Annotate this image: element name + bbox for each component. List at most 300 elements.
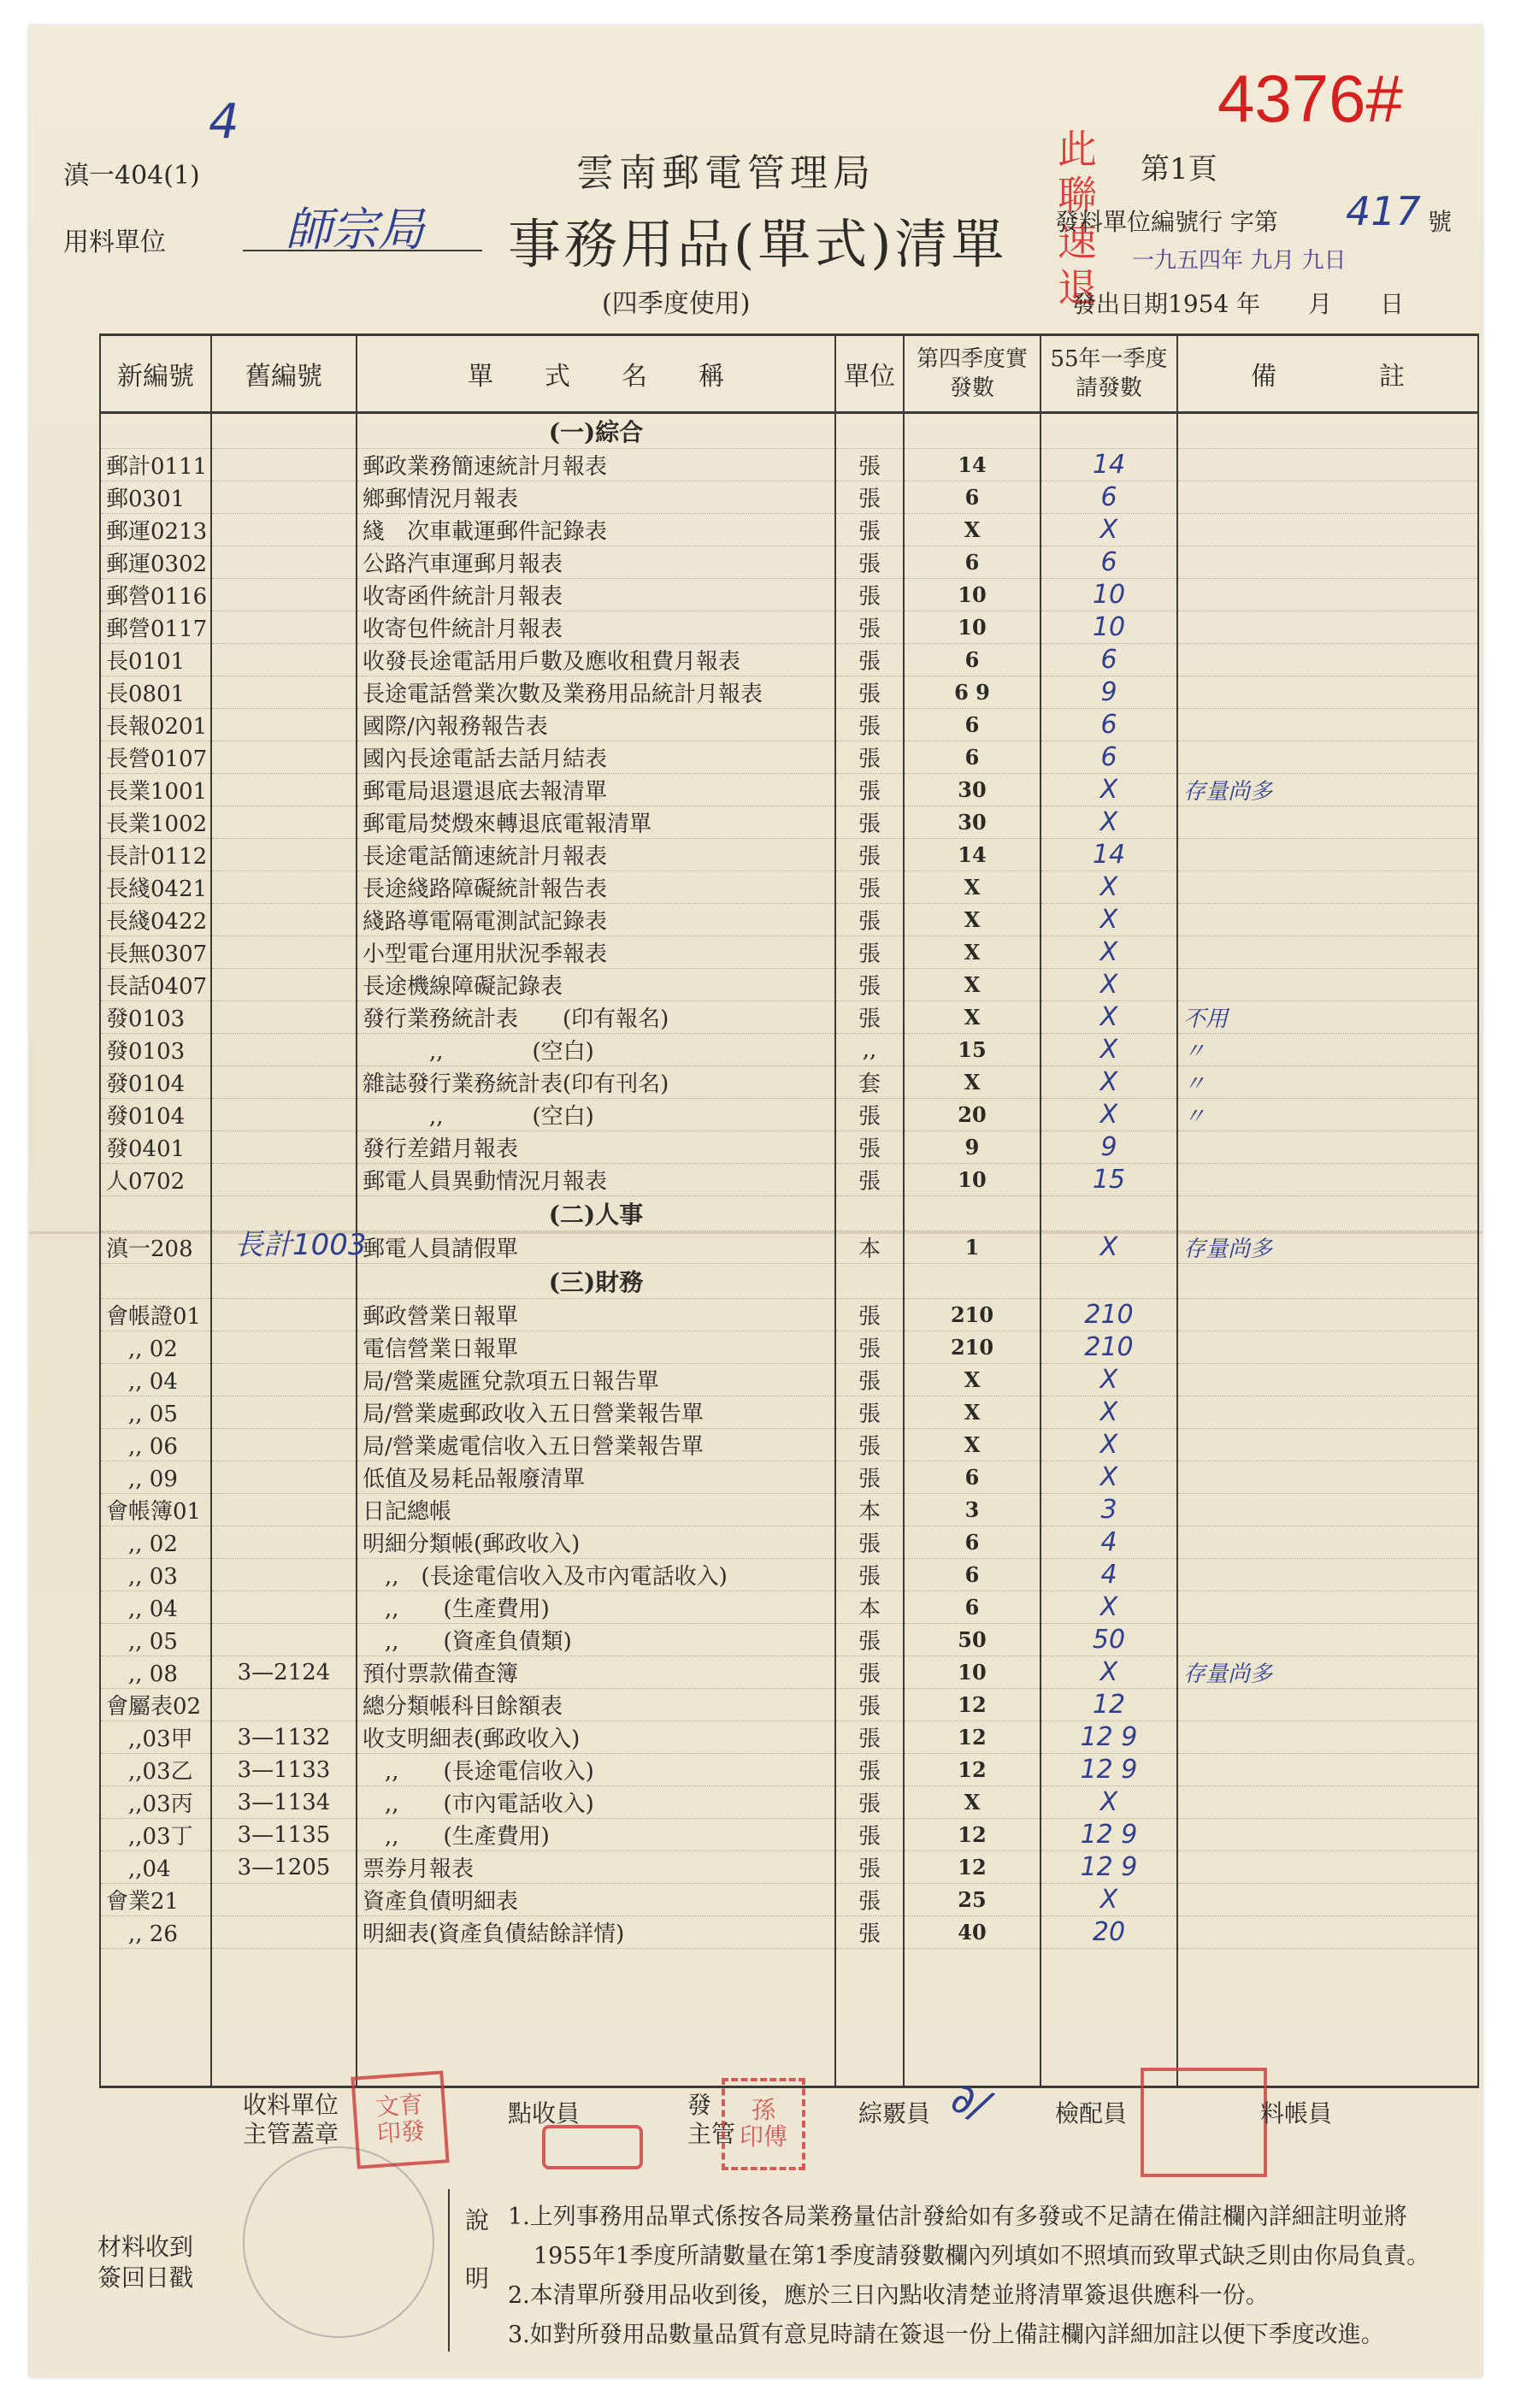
remark-cell — [1177, 676, 1478, 709]
q4-cell: 1 — [904, 1231, 1040, 1264]
table-row — [100, 449, 1478, 481]
q4-cell: 6 — [904, 644, 1040, 676]
request-cell: X — [1040, 1786, 1177, 1819]
col-remarks: 備 註 — [1177, 335, 1478, 413]
new-code-cell: ,, 04 — [100, 1591, 211, 1624]
issuer-label: 發 主管 — [687, 2091, 736, 2148]
form-code: 滇一404(1) — [63, 161, 200, 191]
table-row — [100, 1364, 1478, 1396]
q4-cell: 12 — [904, 1819, 1040, 1851]
form-name-cell: ,, (空白) — [357, 1034, 835, 1066]
unit-cell: 張 — [835, 1559, 904, 1591]
form-name-cell: ,, (生產費用) — [357, 1591, 835, 1624]
note-line: 1955年1季度所請數量在第1季度請發數欄內列填如不照填而致單式缺乏則由你局負責。 — [533, 2243, 1430, 2269]
old-code-cell — [211, 579, 357, 611]
document-subtitle: (四季度使用) — [602, 289, 751, 319]
new-code-cell: ,, 05 — [100, 1396, 211, 1429]
q4-cell — [904, 1264, 1040, 1299]
form-name-cell: 收寄包件統計月報表 — [357, 611, 835, 644]
table-row — [100, 969, 1478, 1001]
old-code-cell: 3—1132 — [211, 1721, 357, 1754]
table-row — [100, 1721, 1478, 1754]
form-name-cell: 收寄函件統計月報表 — [357, 579, 835, 611]
form-name-cell: 收支明細表(郵政收入) — [357, 1721, 835, 1754]
unit-cell: 張 — [835, 1331, 904, 1364]
request-cell: X — [1040, 1656, 1177, 1689]
notes-label: 說 明 — [465, 2206, 490, 2293]
table-row — [100, 1066, 1478, 1099]
col-q1-requested: 55年一季度請發數 — [1040, 335, 1177, 413]
unit-cell: 張 — [835, 1131, 904, 1164]
note-line: 1.上列事務用品單式係按各局業務量估計發給如有多發或不足請在備註欄內詳細註明並將 — [508, 2204, 1407, 2230]
request-cell: 10 — [1040, 579, 1177, 611]
page-number: 第1頁 — [1141, 152, 1217, 186]
remark-cell: 不用 — [1177, 1001, 1478, 1034]
q4-cell: 10 — [904, 1656, 1040, 1689]
handwritten-code-note: 長計1003 — [234, 1228, 367, 1262]
q4-cell: 210 — [904, 1299, 1040, 1331]
remark-cell — [1177, 871, 1478, 904]
unit-cell — [835, 1264, 904, 1299]
old-code-cell — [211, 969, 357, 1001]
form-name-cell: 郵電人員異動情況月報表 — [357, 1164, 835, 1196]
form-name-cell: 郵電人員請假單 — [357, 1231, 835, 1264]
table-row — [100, 741, 1478, 774]
old-code-cell — [211, 676, 357, 709]
unit-cell: 張 — [835, 806, 904, 839]
receipt-oval-stamp — [542, 2125, 643, 2169]
request-cell: 12 9 — [1040, 1754, 1177, 1786]
form-name-cell: ,, (市內電話收入) — [357, 1786, 835, 1819]
remark-cell — [1177, 1331, 1478, 1364]
form-name-cell: 發行業務統計表 (印有報名) — [357, 1001, 835, 1034]
unit-cell: 本 — [835, 1591, 904, 1624]
request-cell: 6 — [1040, 481, 1177, 514]
issue-date-label: 發出日期1954 年 月 日 — [1072, 290, 1405, 318]
q4-cell: 6 — [904, 1461, 1040, 1494]
q4-cell: X — [904, 514, 1040, 546]
q4-cell: 20 — [904, 1099, 1040, 1131]
old-code-cell — [211, 1099, 357, 1131]
unit-cell: 張 — [835, 969, 904, 1001]
new-code-cell: 會帳簿01 — [100, 1494, 211, 1526]
request-cell: 6 — [1040, 709, 1177, 741]
handwritten-form-mark: 4 — [209, 94, 239, 150]
new-code-cell: ,, 05 — [100, 1624, 211, 1656]
request-cell: X — [1040, 774, 1177, 806]
form-name-cell: 低值及易耗品報廢清單 — [357, 1461, 835, 1494]
old-code-cell — [211, 774, 357, 806]
old-code-cell — [211, 449, 357, 481]
request-cell: 210 — [1040, 1331, 1177, 1364]
form-name-cell: ,, (生產費用) — [357, 1819, 835, 1851]
remark-cell — [1177, 806, 1478, 839]
old-code-cell: 3—1134 — [211, 1786, 357, 1819]
request-cell: 20 — [1040, 1916, 1177, 1949]
table-row — [100, 1331, 1478, 1364]
old-code-cell — [211, 1331, 357, 1364]
supplies-table — [99, 333, 1479, 2088]
table-row — [100, 676, 1478, 709]
issuer-number-label: 發料單位編號行 字第 — [1055, 208, 1278, 236]
form-name-cell: 局/營業處郵政收入五日營業報告單 — [357, 1396, 835, 1429]
remark-cell — [1177, 1819, 1478, 1851]
remark-cell — [1177, 546, 1478, 579]
new-code-cell: ,, 09 — [100, 1461, 211, 1494]
request-cell: X — [1040, 806, 1177, 839]
remark-cell — [1177, 1559, 1478, 1591]
new-code-cell: 發0104 — [100, 1066, 211, 1099]
receiver-seal-stamp: 文育 印發 — [351, 2070, 449, 2169]
q4-cell: 50 — [904, 1624, 1040, 1656]
unit-cell: 張 — [835, 741, 904, 774]
remark-cell — [1177, 1164, 1478, 1196]
table-row — [100, 611, 1478, 644]
old-code-cell — [211, 1494, 357, 1526]
notes-divider — [448, 2189, 450, 2352]
unit-cell: 張 — [835, 1884, 904, 1916]
new-code-cell: 人0702 — [100, 1164, 211, 1196]
form-name-cell: 小型電台運用狀況季報表 — [357, 936, 835, 969]
remark-cell — [1177, 1624, 1478, 1656]
unit-cell: 張 — [835, 936, 904, 969]
unit-cell: 張 — [835, 774, 904, 806]
old-code-cell — [211, 1429, 357, 1461]
urgent-return-stamp: 此聯速退 — [1052, 128, 1098, 313]
remark-cell — [1177, 514, 1478, 546]
remark-cell — [1177, 1299, 1478, 1331]
remark-cell — [1177, 644, 1478, 676]
unit-cell: 張 — [835, 1001, 904, 1034]
new-code-cell: 長0101 — [100, 644, 211, 676]
q4-cell: 6 — [904, 741, 1040, 774]
q4-cell: 25 — [904, 1884, 1040, 1916]
table-row — [100, 774, 1478, 806]
request-cell: X — [1040, 1364, 1177, 1396]
request-cell: 6 — [1040, 741, 1177, 774]
table-row — [100, 1396, 1478, 1429]
unit-cell: 張 — [835, 1364, 904, 1396]
table-row — [100, 1001, 1478, 1034]
new-code-cell: ,,03丙 — [100, 1786, 211, 1819]
table-row — [100, 1164, 1478, 1196]
table-header — [100, 335, 1478, 413]
old-code-cell — [211, 806, 357, 839]
table-row — [100, 579, 1478, 611]
blank-cell — [1177, 1949, 1478, 2087]
unit-cell — [835, 1196, 904, 1231]
table-row — [100, 1851, 1478, 1884]
remark-cell — [1177, 936, 1478, 969]
q4-cell: 14 — [904, 839, 1040, 871]
request-cell — [1040, 1264, 1177, 1299]
unit-cell: 張 — [835, 904, 904, 936]
notes-block — [508, 2198, 1430, 2355]
new-code-cell: ,, 26 — [100, 1916, 211, 1949]
table-row — [100, 936, 1478, 969]
q4-cell: 6 — [904, 546, 1040, 579]
q4-cell: 6 — [904, 1526, 1040, 1559]
table-row — [100, 1494, 1478, 1526]
new-code-cell: ,,03丁 — [100, 1819, 211, 1851]
user-unit-label: 用料單位 — [63, 227, 166, 257]
table-row — [100, 1916, 1478, 1949]
new-code-cell: ,, 02 — [100, 1331, 211, 1364]
old-code-cell — [211, 709, 357, 741]
auditor-label: 綜覈員 — [858, 2099, 931, 2128]
q4-cell: X — [904, 1066, 1040, 1099]
unit-cell: 本 — [835, 1494, 904, 1526]
document-sheet — [29, 26, 1483, 2377]
unit-cell: 張 — [835, 1689, 904, 1721]
old-code-cell: 3—1135 — [211, 1819, 357, 1851]
request-cell: 12 9 — [1040, 1721, 1177, 1754]
new-code-cell: ,, 02 — [100, 1526, 211, 1559]
receiver-label: 收料單位 主管蓋章 — [243, 2091, 339, 2148]
blank-cell — [211, 1949, 357, 2087]
new-code-cell: 會業21 — [100, 1884, 211, 1916]
q4-cell: X — [904, 871, 1040, 904]
old-code-cell — [211, 1131, 357, 1164]
request-cell: 14 — [1040, 449, 1177, 481]
remark-cell — [1177, 449, 1478, 481]
request-cell: 9 — [1040, 676, 1177, 709]
section-title: (三)財務 — [357, 1264, 835, 1299]
table-row — [100, 1131, 1478, 1164]
old-code-cell — [211, 1396, 357, 1429]
form-name-cell: 郵電局焚燬來轉退底電報清單 — [357, 806, 835, 839]
remark-cell: 〃 — [1177, 1066, 1478, 1099]
remark-cell — [1177, 1429, 1478, 1461]
request-cell: 14 — [1040, 839, 1177, 871]
table-row — [100, 546, 1478, 579]
form-name-cell: ,, (長途電信收入及市內電話收入) — [357, 1559, 835, 1591]
remark-cell: 〃 — [1177, 1034, 1478, 1066]
q4-cell: 3 — [904, 1494, 1040, 1526]
new-code-cell: 郵營0117 — [100, 611, 211, 644]
unit-cell: 張 — [835, 1721, 904, 1754]
remark-cell — [1177, 1364, 1478, 1396]
table-row — [100, 839, 1478, 871]
remark-cell — [1177, 969, 1478, 1001]
remark-cell — [1177, 1591, 1478, 1624]
q4-cell: X — [904, 1001, 1040, 1034]
old-code-cell — [211, 904, 357, 936]
form-name-cell: 綫路導電隔電測試記錄表 — [357, 904, 835, 936]
q4-cell: 15 — [904, 1034, 1040, 1066]
table-row — [100, 1786, 1478, 1819]
table-row — [100, 1461, 1478, 1494]
request-cell: X — [1040, 1429, 1177, 1461]
form-name-cell: 電信營業日報單 — [357, 1331, 835, 1364]
old-code-cell — [211, 1884, 357, 1916]
remark-cell — [1177, 839, 1478, 871]
new-code-cell: 發0401 — [100, 1131, 211, 1164]
new-code-cell: 發0103 — [100, 1001, 211, 1034]
q4-cell: 30 — [904, 806, 1040, 839]
unit-cell: 張 — [835, 871, 904, 904]
form-name-cell: 票券月報表 — [357, 1851, 835, 1884]
new-code-cell: 滇一208 — [100, 1231, 211, 1264]
remark-cell — [1177, 741, 1478, 774]
issuer-seal-stamp: 孫 印傅 — [722, 2078, 805, 2170]
form-name-cell: ,, (空白) — [357, 1099, 835, 1131]
request-cell: 4 — [1040, 1526, 1177, 1559]
blank-cell — [904, 1949, 1040, 2087]
q4-cell — [904, 1196, 1040, 1231]
unit-cell: 張 — [835, 1656, 904, 1689]
bureau-name: 雲南郵電管理局 — [576, 151, 875, 195]
new-code-cell: 長營0107 — [100, 741, 211, 774]
unit-cell: 張 — [835, 709, 904, 741]
request-cell: X — [1040, 871, 1177, 904]
new-code-cell: 長綫0422 — [100, 904, 211, 936]
table-row — [100, 1299, 1478, 1331]
old-code-cell — [211, 514, 357, 546]
old-code-cell — [211, 1461, 357, 1494]
q4-cell: 30 — [904, 774, 1040, 806]
table-row — [100, 1689, 1478, 1721]
new-code-cell — [100, 1264, 211, 1299]
table-row — [100, 1099, 1478, 1131]
form-name-cell: 長途機線障礙記錄表 — [357, 969, 835, 1001]
table-row — [100, 709, 1478, 741]
form-name-cell: 局/營業處匯兌款項五日報告單 — [357, 1364, 835, 1396]
q4-cell: X — [904, 1396, 1040, 1429]
checker-seal-stamp — [1141, 2068, 1267, 2177]
request-cell: 210 — [1040, 1299, 1177, 1331]
new-code-cell: ,, 03 — [100, 1559, 211, 1591]
request-cell: X — [1040, 514, 1177, 546]
old-code-cell — [211, 1559, 357, 1591]
table-row — [100, 514, 1478, 546]
document-title: 事務用品(單式)清單 — [508, 213, 1008, 275]
blank-cell — [835, 1949, 904, 2087]
form-name-cell: 郵電局退還退底去報清單 — [357, 774, 835, 806]
q4-cell: 10 — [904, 611, 1040, 644]
old-code-cell — [211, 1164, 357, 1196]
old-code-cell — [211, 1624, 357, 1656]
request-cell: 9 — [1040, 1131, 1177, 1164]
form-name-cell: 收發長途電話用戶數及應收租費月報表 — [357, 644, 835, 676]
issuer-number-value: 417 — [1346, 188, 1421, 234]
new-code-cell: ,, 06 — [100, 1429, 211, 1461]
unit-cell: 本 — [835, 1231, 904, 1264]
q4-cell: 40 — [904, 1916, 1040, 1949]
col-form-name: 單 式 名 稱 — [357, 335, 835, 413]
unit-cell: 張 — [835, 1526, 904, 1559]
issuer-number-suffix: 號 — [1428, 208, 1453, 236]
old-code-cell: 3—1205 — [211, 1851, 357, 1884]
unit-cell: 張 — [835, 644, 904, 676]
request-cell: X — [1040, 1001, 1177, 1034]
table-row — [100, 1754, 1478, 1786]
old-code-cell — [211, 1591, 357, 1624]
form-name-cell: 長途電話營業次數及業務用品統計月報表 — [357, 676, 835, 709]
new-code-cell: 長業1001 — [100, 774, 211, 806]
form-name-cell: 綫 次車載運郵件記錄表 — [357, 514, 835, 546]
remark-cell — [1177, 1916, 1478, 1949]
table-row — [100, 1819, 1478, 1851]
new-code-cell: 郵運0213 — [100, 514, 211, 546]
remark-cell — [1177, 1131, 1478, 1164]
new-code-cell: 郵計0111 — [100, 449, 211, 481]
checker-label: 檢配員 — [1055, 2099, 1128, 2128]
remark-cell — [1177, 1396, 1478, 1429]
table-row — [100, 1656, 1478, 1689]
remark-cell — [1177, 1264, 1478, 1299]
q4-cell: 6 — [904, 1591, 1040, 1624]
remark-cell — [1177, 1461, 1478, 1494]
section-title: (一)綜合 — [357, 413, 835, 449]
old-code-cell — [211, 1689, 357, 1721]
old-code-cell — [211, 1066, 357, 1099]
table-row — [100, 1884, 1478, 1916]
old-code-cell — [211, 871, 357, 904]
blank-cell — [100, 1949, 211, 2087]
remark-cell — [1177, 1851, 1478, 1884]
request-cell: X — [1040, 1396, 1177, 1429]
new-code-cell: 長計0112 — [100, 839, 211, 871]
remark-cell — [1177, 1721, 1478, 1754]
request-cell: X — [1040, 1034, 1177, 1066]
old-code-cell — [211, 1264, 357, 1299]
form-name-cell: 總分類帳科目餘額表 — [357, 1689, 835, 1721]
new-code-cell: ,, 08 — [100, 1656, 211, 1689]
form-name-cell: 雜誌發行業務統計表(印有刊名) — [357, 1066, 835, 1099]
remark-cell — [1177, 709, 1478, 741]
new-code-cell: 郵營0116 — [100, 579, 211, 611]
q4-cell: 6 — [904, 1559, 1040, 1591]
table-row — [100, 1526, 1478, 1559]
ledger-label: 料帳員 — [1260, 2099, 1333, 2128]
blank-cell — [357, 1949, 835, 2087]
section-title: (二)人事 — [357, 1196, 835, 1231]
form-name-cell: 資產負債明細表 — [357, 1884, 835, 1916]
new-code-cell: 郵運0302 — [100, 546, 211, 579]
new-code-cell: ,, 04 — [100, 1364, 211, 1396]
postmark-circle — [243, 2146, 434, 2338]
form-name-cell: 局/營業處電信收入五日營業報告單 — [357, 1429, 835, 1461]
remark-cell — [1177, 1689, 1478, 1721]
remark-cell — [1177, 481, 1478, 514]
unit-cell — [835, 413, 904, 449]
q4-cell: 6 9 — [904, 676, 1040, 709]
form-name-cell: 明細分類帳(郵政收入) — [357, 1526, 835, 1559]
remark-cell: 存量尚多 — [1177, 774, 1478, 806]
old-code-cell — [211, 1001, 357, 1034]
request-cell: 6 — [1040, 644, 1177, 676]
request-cell: X — [1040, 1461, 1177, 1494]
request-cell: 15 — [1040, 1164, 1177, 1196]
unit-cell: 張 — [835, 676, 904, 709]
remark-cell — [1177, 413, 1478, 449]
unit-cell: 張 — [835, 1786, 904, 1819]
table-row — [100, 1591, 1478, 1624]
table-row — [100, 644, 1478, 676]
catalog-number: 4376# — [1217, 61, 1403, 136]
q4-cell: 9 — [904, 1131, 1040, 1164]
q4-cell: 6 — [904, 481, 1040, 514]
request-cell — [1040, 413, 1177, 449]
remark-cell: 存量尚多 — [1177, 1231, 1478, 1264]
unit-cell: 張 — [835, 1429, 904, 1461]
form-name-cell: 長途綫路障礙統計報告表 — [357, 871, 835, 904]
form-name-cell: ,, (長途電信收入) — [357, 1754, 835, 1786]
col-unit: 單位 — [835, 335, 904, 413]
user-unit-value: 師宗局 — [286, 203, 424, 257]
request-cell: 6 — [1040, 546, 1177, 579]
